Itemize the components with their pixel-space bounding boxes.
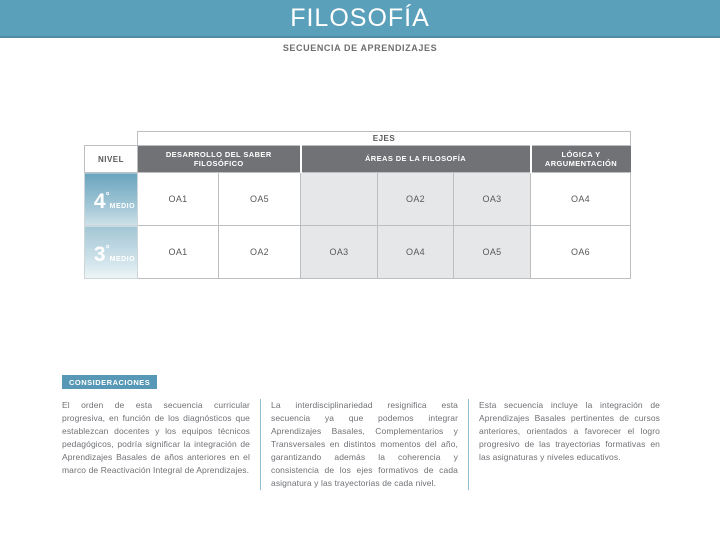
level-cell-3-medio <box>85 226 138 279</box>
considerations-columns <box>62 399 662 490</box>
oa-cell <box>301 173 378 226</box>
oa-cell: OA1 <box>138 173 219 226</box>
oa-cell: OA2 <box>219 226 301 279</box>
column-group-areas: ÁREAS DE LA FILOSOFÍA <box>301 146 531 173</box>
oa-cell: OA3 <box>454 173 531 226</box>
considerations-paragraph-3: Esta secuencia incluye la integración de Aprendizajes Basales pertinentes de cursos anteriores, orientados a favorecer el logro progresivo de las trayectorias formativas en las asignaturas y niveles educativos. <box>479 400 660 462</box>
level-suffix: MEDIO <box>109 256 136 263</box>
level-degree: ° <box>105 244 110 255</box>
table-row-3-medio <box>85 226 631 279</box>
column-group-row <box>85 146 631 173</box>
considerations-section <box>62 372 662 490</box>
ejes-header-row <box>85 132 631 146</box>
level-suffix: MEDIO <box>109 203 136 210</box>
oa-cell: OA3 <box>301 226 378 279</box>
level-number: 3 <box>93 243 106 266</box>
considerations-paragraph-1: El orden de esta secuencia curricular progresiva, en función de los diagnósticos que establezcan docentes y los equipos técnicos pedagógicos, podría significar la integración de Aprendizajes Basales de años anteriores en el marco de Reactivación Integral de Aprendizajes. <box>62 400 250 475</box>
column-group-desarrollo: DESARROLLO DEL SABER FILOSÓFICO <box>138 146 301 173</box>
oa-cell: OA5 <box>454 226 531 279</box>
oa-cell: OA2 <box>378 173 454 226</box>
considerations-paragraph-2: La interdisciplinariedad resignifica esta secuencia ya que podemos integrar Aprendizajes Basales, Complementarios y Transversales en distintos momentos del año, garantizando además la coherencia y consistencia de los ejes formativos de cada asignatura y las trayectorias de cada nivel. <box>271 400 458 488</box>
oa-cell: OA6 <box>531 226 631 279</box>
considerations-badge: CONSIDERACIONES <box>62 375 157 389</box>
table-corner-spacer <box>85 132 138 146</box>
column-group-logica: LÓGICA Y ARGUMENTACIÓN <box>531 146 631 173</box>
level-cell-4-medio <box>85 173 138 226</box>
level-degree: ° <box>105 191 110 202</box>
nivel-header: NIVEL <box>85 146 138 173</box>
oa-cell: OA5 <box>219 173 301 226</box>
page-subtitle: SECUENCIA DE APRENDIZAJES <box>282 43 438 53</box>
oa-cell: OA1 <box>138 226 219 279</box>
page-title: FILOSOFÍA <box>290 3 430 32</box>
column-divider <box>260 399 261 490</box>
ejes-header: EJES <box>138 132 631 146</box>
oa-cell: OA4 <box>378 226 454 279</box>
sequence-table <box>84 131 631 279</box>
column-divider <box>468 399 469 490</box>
title-band <box>0 0 720 38</box>
level-number: 4 <box>93 190 106 213</box>
table-row-4-medio <box>85 173 631 226</box>
oa-cell: OA4 <box>531 173 631 226</box>
